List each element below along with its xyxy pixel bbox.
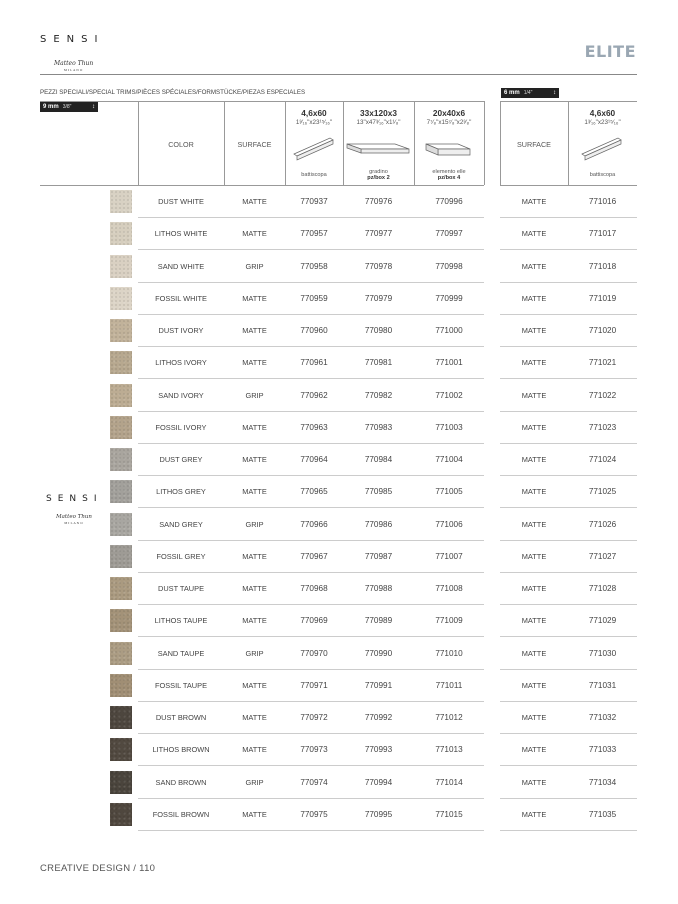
surface-value-6mm: MATTE <box>521 680 547 690</box>
surface-value-6mm: MATTE <box>521 487 547 497</box>
color-name: FOSSIL IVORY <box>155 422 207 432</box>
code-skirting-6mm: 771031 <box>588 680 617 690</box>
right-thickness-in: 1/4" <box>523 90 533 96</box>
code-skirting-9mm: 770959 <box>300 293 328 303</box>
code-step: 770994 <box>364 777 393 787</box>
table-row <box>0 509 678 541</box>
right-thickness-mm: 6 mm <box>504 90 520 96</box>
code-skirting-9mm: 770974 <box>300 777 328 787</box>
code-skirting-6mm: 771034 <box>588 777 617 787</box>
col3-piece <box>414 169 484 181</box>
color-name: DUST WHITE <box>158 197 204 206</box>
surface-value-6mm: MATTE <box>521 745 547 755</box>
col3-pack: pz/box 4 <box>437 175 461 181</box>
surface-value: MATTE <box>242 680 267 690</box>
surface-value: MATTE <box>242 713 267 722</box>
l-element-icon <box>424 138 474 160</box>
code-l-element: 771015 <box>435 809 463 819</box>
table-row <box>0 283 678 315</box>
code-skirting-9mm: 770937 <box>300 197 328 206</box>
color-swatch <box>110 319 132 342</box>
col3-piece-name: elemento elle <box>432 169 466 175</box>
code-step: 770977 <box>364 229 393 239</box>
surface-value: MATTE <box>242 455 267 464</box>
code-step: 770992 <box>364 713 393 722</box>
code-skirting-9mm: 770964 <box>300 455 328 464</box>
color-swatch <box>110 513 132 536</box>
color-name: FOSSIL GREY <box>156 551 206 561</box>
color-swatch <box>110 771 132 794</box>
color-name: LITHOS TAUPE <box>154 616 208 626</box>
color-swatch <box>110 384 132 407</box>
surface-column-header: SURFACE <box>237 140 272 149</box>
color-swatch <box>110 803 132 826</box>
color-name: LITHOS GREY <box>156 487 206 497</box>
surface-value-6mm: MATTE <box>521 809 547 819</box>
col4-size: 4,6x60 <box>589 108 616 118</box>
color-name: SAND WHITE <box>157 261 205 271</box>
table-row <box>0 605 678 637</box>
surface-value-6mm: MATTE <box>521 777 547 787</box>
color-name: LITHOS BROWN <box>152 745 210 755</box>
code-skirting-6mm: 771016 <box>588 197 617 206</box>
table-row <box>0 670 678 702</box>
code-skirting-6mm: 771019 <box>588 293 617 303</box>
color-name: LITHOS WHITE <box>154 229 208 239</box>
surface-value-6mm: MATTE <box>521 261 547 271</box>
color-swatch <box>110 577 132 600</box>
code-skirting-6mm: 771020 <box>588 326 617 335</box>
left-thickness-badge <box>40 102 98 112</box>
step-tread-icon <box>345 138 413 160</box>
code-skirting-6mm: 771032 <box>588 713 617 722</box>
col3-size-in: 7⁷⁄₈"x15⁷⁄₈"x2³⁄₈" <box>426 119 472 126</box>
code-skirting-6mm: 771029 <box>588 616 617 626</box>
surface-value: GRIP <box>245 519 264 529</box>
surface-value-6mm: MATTE <box>521 584 547 593</box>
code-skirting-6mm: 771022 <box>588 390 617 400</box>
row-divider <box>500 830 637 831</box>
color-name: SAND TAUPE <box>157 648 205 658</box>
skirting-piece-icon <box>292 136 336 162</box>
code-l-element: 771002 <box>435 390 463 400</box>
col4-piece <box>568 172 637 178</box>
color-swatch <box>110 642 132 665</box>
code-skirting-9mm: 770972 <box>300 713 328 722</box>
table-row <box>0 541 678 573</box>
table-row <box>0 702 678 734</box>
surface-value: MATTE <box>242 809 267 819</box>
surface-value-6mm: MATTE <box>521 293 547 303</box>
surface-value: MATTE <box>242 422 267 432</box>
color-name: FOSSIL TAUPE <box>154 680 208 690</box>
col2-piece <box>343 169 414 181</box>
code-l-element: 771011 <box>435 680 463 690</box>
code-step: 770978 <box>364 261 393 271</box>
code-skirting-9mm: 770966 <box>300 519 328 529</box>
code-skirting-9mm: 770970 <box>300 648 328 658</box>
code-l-element: 771007 <box>435 551 463 561</box>
surface-value: MATTE <box>242 487 267 497</box>
code-step: 770986 <box>364 519 393 529</box>
surface-value: GRIP <box>245 777 264 787</box>
side-signature-sub: MILANO <box>64 521 84 525</box>
surface-value-6mm: MATTE <box>521 390 547 400</box>
left-thickness-in: 3/8" <box>62 104 72 110</box>
table-row <box>0 573 678 605</box>
code-skirting-6mm: 771024 <box>588 455 617 464</box>
left-thickness-mm: 9 mm <box>43 104 59 110</box>
code-skirting-6mm: 771027 <box>588 551 617 561</box>
code-skirting-9mm: 770968 <box>300 584 328 593</box>
code-skirting-9mm: 770957 <box>300 229 328 239</box>
code-step: 770995 <box>364 809 393 819</box>
color-name: LITHOS IVORY <box>155 358 207 368</box>
color-swatch <box>110 674 132 697</box>
col1-piece <box>285 172 343 178</box>
surface-right-column-header: SURFACE <box>517 140 551 149</box>
surface-value-6mm: MATTE <box>521 229 547 239</box>
surface-value: MATTE <box>242 197 267 206</box>
code-l-element: 770999 <box>435 293 463 303</box>
code-l-element: 771000 <box>435 326 463 335</box>
color-swatch <box>110 190 132 213</box>
color-name: SAND GREY <box>159 519 203 529</box>
code-skirting-9mm: 770961 <box>300 358 328 368</box>
surface-value-6mm: MATTE <box>521 551 547 561</box>
table-row <box>0 734 678 766</box>
code-skirting-9mm: 770975 <box>300 809 328 819</box>
code-step: 770987 <box>364 551 393 561</box>
code-l-element: 771003 <box>435 422 463 432</box>
brand-logo: SENSI <box>40 34 105 45</box>
surface-value: MATTE <box>242 745 267 755</box>
code-step: 770982 <box>364 390 393 400</box>
table-top-rule <box>40 101 484 102</box>
code-step: 770979 <box>364 293 393 303</box>
surface-value-6mm: MATTE <box>521 616 547 626</box>
color-name: SAND BROWN <box>155 777 207 787</box>
code-skirting-9mm: 770958 <box>300 261 328 271</box>
code-l-element: 771006 <box>435 519 463 529</box>
surface-value: MATTE <box>242 293 267 303</box>
table-row <box>0 638 678 670</box>
col4-piece-name: battiscopa <box>589 172 616 178</box>
code-skirting-6mm: 771023 <box>588 422 617 432</box>
surface-value: MATTE <box>242 551 267 561</box>
table-row <box>0 444 678 476</box>
col2-piece-name: gradino <box>369 169 388 175</box>
code-skirting-6mm: 771030 <box>588 648 617 658</box>
thickness-arrow-icon: ↕ <box>92 104 95 110</box>
color-swatch <box>110 287 132 310</box>
color-swatch <box>110 480 132 503</box>
color-name: FOSSIL WHITE <box>155 293 207 303</box>
code-l-element: 770997 <box>435 229 463 239</box>
code-l-element: 770996 <box>435 197 463 206</box>
color-column-header: COLOR <box>168 140 194 149</box>
surface-value-6mm: MATTE <box>521 519 547 529</box>
col1-size: 4,6x60 <box>301 108 327 118</box>
col4-size-in: 1³⁄₁₆"x23¹⁵⁄₁₆" <box>584 119 621 126</box>
surface-value-6mm: MATTE <box>521 197 547 206</box>
code-l-element: 771008 <box>435 584 463 593</box>
code-skirting-9mm: 770960 <box>300 326 328 335</box>
code-skirting-9mm: 770962 <box>300 390 328 400</box>
surface-value: GRIP <box>245 390 264 400</box>
code-skirting-6mm: 771033 <box>588 745 617 755</box>
code-step: 770993 <box>364 745 393 755</box>
surface-value: MATTE <box>242 616 267 626</box>
side-brand-logo: SENSI <box>46 494 103 504</box>
col2-size: 33x120x3 <box>360 108 397 118</box>
surface-value-6mm: MATTE <box>521 326 547 335</box>
code-step: 770983 <box>364 422 393 432</box>
color-swatch <box>110 609 132 632</box>
color-name: SAND IVORY <box>158 390 204 400</box>
surface-value-6mm: MATTE <box>521 455 547 464</box>
code-skirting-9mm: 770965 <box>300 487 328 497</box>
surface-value-6mm: MATTE <box>521 358 547 368</box>
surface-value: GRIP <box>245 261 264 271</box>
color-name: DUST TAUPE <box>158 584 204 593</box>
code-skirting-6mm: 771025 <box>588 487 617 497</box>
code-step: 770990 <box>364 648 393 658</box>
thickness-arrow-icon: ↕ <box>553 90 556 96</box>
table-row <box>0 315 678 347</box>
surface-value: GRIP <box>245 648 264 658</box>
code-skirting-6mm: 771018 <box>588 261 617 271</box>
code-skirting-6mm: 771026 <box>588 519 617 529</box>
code-step: 770989 <box>364 616 393 626</box>
header-rule <box>40 74 637 75</box>
surface-value-6mm: MATTE <box>521 648 547 658</box>
code-l-element: 771001 <box>435 358 463 368</box>
code-step: 770985 <box>364 487 393 497</box>
right-thickness-badge <box>501 88 559 98</box>
table-row <box>0 251 678 283</box>
table-row <box>0 767 678 799</box>
col2-size-in: 13"x47³⁄₁₆"x1¹⁄₈" <box>356 119 401 126</box>
code-step: 770988 <box>364 584 393 593</box>
code-skirting-6mm: 771028 <box>588 584 617 593</box>
color-swatch <box>110 706 132 729</box>
code-l-element: 771012 <box>435 713 463 722</box>
color-name: FOSSIL BROWN <box>152 809 210 819</box>
page-footer: CREATIVE DESIGN / 110 <box>40 863 156 874</box>
code-l-element: 771004 <box>435 455 463 464</box>
code-skirting-6mm: 771017 <box>588 229 617 239</box>
code-skirting-9mm: 770963 <box>300 422 328 432</box>
code-l-element: 771014 <box>435 777 463 787</box>
col1-size-in: 1³⁄₁₆"x23¹⁵⁄₁₆" <box>295 119 333 126</box>
table-row <box>0 799 678 831</box>
table-row <box>0 476 678 508</box>
color-name: DUST IVORY <box>158 326 204 335</box>
code-step: 770991 <box>364 680 393 690</box>
color-swatch <box>110 255 132 278</box>
col1-piece-name: battiscopa <box>301 172 327 178</box>
table-row <box>0 186 678 218</box>
table-row <box>0 380 678 412</box>
signature-sub: MILANO <box>63 68 84 72</box>
skirting-piece-icon <box>580 136 624 162</box>
code-step: 770976 <box>364 197 393 206</box>
col2-pack: pz/box 2 <box>367 175 390 181</box>
table-row <box>0 412 678 444</box>
color-swatch <box>110 738 132 761</box>
code-step: 770984 <box>364 455 393 464</box>
code-l-element: 771010 <box>435 648 463 658</box>
header-divider <box>484 101 485 185</box>
code-step: 770980 <box>364 326 393 335</box>
code-skirting-9mm: 770973 <box>300 745 328 755</box>
code-step: 770981 <box>364 358 393 368</box>
color-swatch <box>110 351 132 374</box>
col3-size: 20x40x6 <box>432 108 466 118</box>
table-row <box>0 347 678 379</box>
surface-value: MATTE <box>242 358 267 368</box>
surface-value: MATTE <box>242 326 267 335</box>
surface-value: MATTE <box>242 584 267 593</box>
trims-caption: PEZZI SPECIALI/SPECIAL TRIMS/PIÈCES SPÉCIALES/FORMSTÜCKE/PIEZAS ESPECIALES <box>40 89 306 96</box>
color-swatch <box>110 545 132 568</box>
code-skirting-9mm: 770969 <box>300 616 328 626</box>
row-divider <box>138 830 484 831</box>
color-swatch <box>110 448 132 471</box>
designer-signature <box>54 60 93 72</box>
code-skirting-6mm: 771035 <box>588 809 617 819</box>
surface-value-6mm: MATTE <box>521 713 547 722</box>
signature-text: Matteo Thun <box>54 60 94 67</box>
color-swatch <box>110 222 132 245</box>
code-skirting-9mm: 770967 <box>300 551 328 561</box>
collection-title: ELITE <box>584 42 636 61</box>
color-name: DUST GREY <box>159 455 203 464</box>
surface-value: MATTE <box>242 229 267 239</box>
color-name: DUST BROWN <box>155 713 207 722</box>
table-row <box>0 218 678 250</box>
code-l-element: 771009 <box>435 616 463 626</box>
code-l-element: 770998 <box>435 261 463 271</box>
code-skirting-6mm: 771021 <box>588 358 617 368</box>
code-skirting-9mm: 770971 <box>300 680 328 690</box>
code-l-element: 771005 <box>435 487 463 497</box>
surface-value-6mm: MATTE <box>521 422 547 432</box>
code-l-element: 771013 <box>435 745 463 755</box>
side-signature-text: Matteo Thun <box>56 514 92 520</box>
color-swatch <box>110 416 132 439</box>
